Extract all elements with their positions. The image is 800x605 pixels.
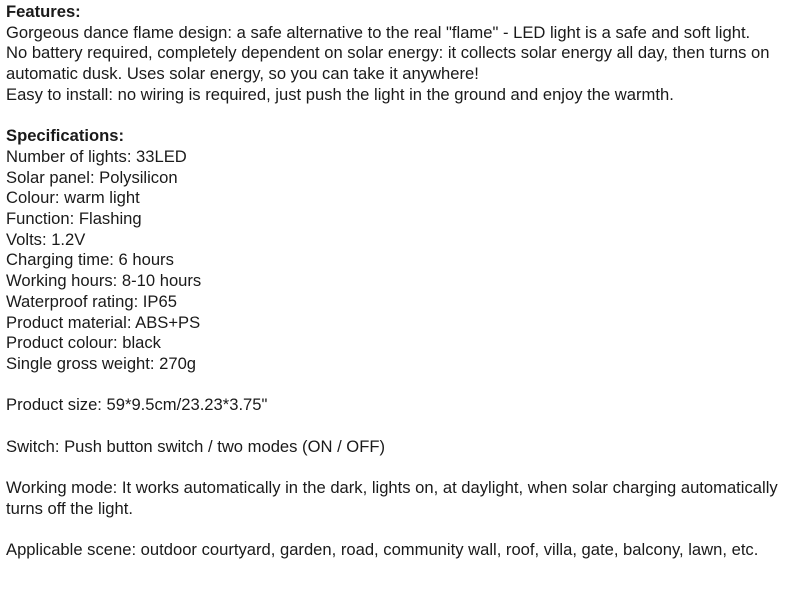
spec-item: Working hours: 8-10 hours — [6, 271, 202, 291]
spec-item: Single gross weight: 270g — [6, 353, 197, 373]
specifications-heading: Specifications: — [6, 126, 125, 146]
spec-item: Product colour: black — [6, 333, 161, 353]
spec-item: Function: Flashing — [6, 209, 142, 229]
features-heading: Features: — [6, 2, 81, 21]
spec-item: Number of lights: 33LED — [6, 146, 187, 166]
spec-item: Colour: warm light — [6, 188, 140, 208]
applicable-scene-text: Applicable scene: outdoor courtyard, garden, road, community wall, roof, villa, gate, balcony, lawn, etc. — [6, 540, 759, 560]
spacer — [6, 416, 794, 437]
spacer — [6, 520, 794, 541]
spacer — [6, 375, 794, 396]
product-size-text: Product size: 59*9.5cm/23.23*3.75" — [6, 395, 268, 415]
spec-item: Charging time: 6 hours — [6, 250, 174, 270]
feature-item: Easy to install: no wiring is required, just push the light in the ground and enjoy the warmth. — [6, 84, 674, 104]
spacer — [6, 106, 794, 127]
spec-item: Waterproof rating: IP65 — [6, 291, 177, 311]
feature-item: Gorgeous dance flame design: a safe alternative to the real "flame" - LED light is a safe and soft light. — [6, 22, 751, 42]
spec-item: Volts: 1.2V — [6, 229, 86, 249]
spec-item: Product material: ABS+PS — [6, 312, 201, 332]
feature-item: No battery required, completely dependent on solar energy: it collects solar energy all day, then turns on automatic dusk. Uses solar energy, so you can take it anywhere! — [6, 43, 770, 84]
working-mode-text: Working mode: It works automatically in the dark, lights on, at daylight, when solar charging automatically turns off the light. — [6, 478, 778, 518]
spacer — [6, 457, 794, 478]
switch-text: Switch: Push button switch / two modes (ON / OFF) — [6, 436, 386, 456]
spec-item: Solar panel: Polysilicon — [6, 167, 178, 187]
product-description — [6, 2, 794, 561]
